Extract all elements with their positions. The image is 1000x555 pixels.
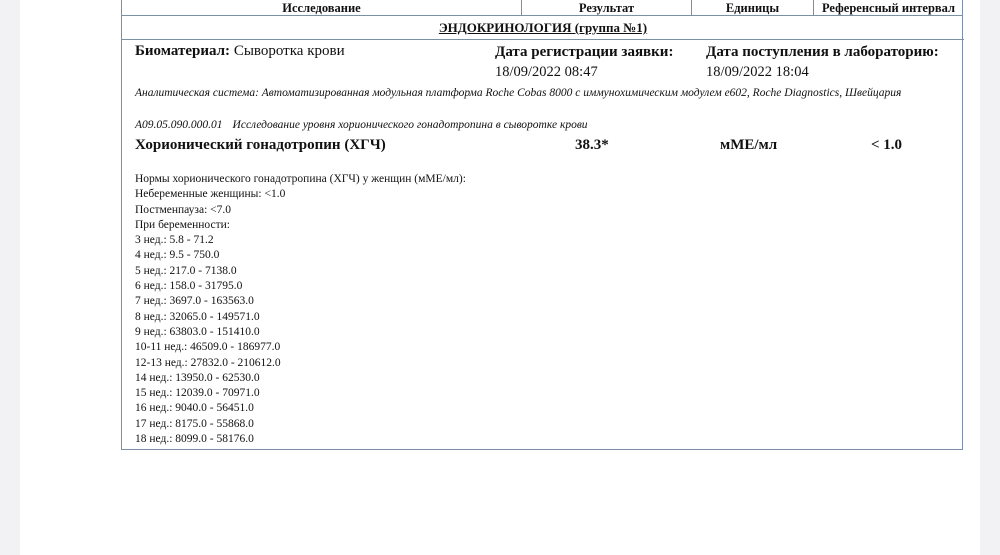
norms-line: 6 нед.: 158.0 - 31795.0 <box>135 280 243 293</box>
arrival-date-label: Дата поступления в лабораторию: <box>706 44 939 60</box>
registration-date-label: Дата регистрации заявки: <box>495 44 674 60</box>
test-code-name: Исследование уровня хорионического гонадотропина в сыворотке крови <box>232 119 588 131</box>
column-header-units: Единицы <box>692 0 814 16</box>
section-title: ЭНДОКРИНОЛОГИЯ (группа №1) <box>438 20 648 35</box>
norms-line: 5 нед.: 217.0 - 7138.0 <box>135 264 237 277</box>
biomaterial <box>135 43 345 60</box>
norms-line: 15 нед.: 12039.0 - 70971.0 <box>135 387 260 400</box>
biomaterial-label: Биоматериал: <box>135 43 231 59</box>
norms-line: Небеременные женщины: <1.0 <box>135 188 286 201</box>
norms-line: 3 нед.: 5.8 - 71.2 <box>135 234 214 247</box>
column-header-result: Результат <box>522 0 692 16</box>
registration-date-value: 18/09/2022 08:47 <box>495 64 598 80</box>
norms-line: 10-11 нед.: 46509.0 - 186977.0 <box>135 341 281 354</box>
reference-norms-list <box>135 172 466 447</box>
norms-line: 7 нед.: 3697.0 - 163563.0 <box>135 295 254 308</box>
norms-line: 14 нед.: 13950.0 - 62530.0 <box>135 371 260 384</box>
test-code: A09.05.090.000.01 <box>135 119 223 131</box>
biomaterial-value: Сыворотка крови <box>233 43 345 59</box>
column-header-reference: Референсный интервал <box>814 0 963 16</box>
norms-line: 9 нед.: 63803.0 - 151410.0 <box>135 325 260 338</box>
norms-line: 4 нед.: 9.5 - 750.0 <box>135 249 220 262</box>
section-divider <box>122 39 964 40</box>
lab-report-table <box>121 0 963 450</box>
result-test-name: Хорионический гонадотропин (ХГЧ) <box>135 137 386 153</box>
norms-line: 12-13 нед.: 27832.0 - 210612.0 <box>135 356 281 369</box>
column-header-test: Исследование <box>122 0 522 16</box>
norms-line: Нормы хорионического гонадотропина (ХГЧ) у женщин (мМЕ/мл): <box>135 173 466 185</box>
result-units: мМЕ/мл <box>720 137 778 153</box>
analyzer-info: Аналитическая система: Автоматизированная модульная платформа Roche Cobas 8000 с иммунохимическим модулем e602, Roche Diagnostics, Швейцария <box>135 87 902 99</box>
arrival-date-value: 18/09/2022 18:04 <box>706 64 809 80</box>
norms-line: 16 нед.: 9040.0 - 56451.0 <box>135 402 254 415</box>
norms-line: 18 нед.: 8099.0 - 58176.0 <box>135 433 254 446</box>
result-value: 38.3* <box>575 137 609 153</box>
norms-line: 17 нед.: 8175.0 - 55868.0 <box>135 417 254 430</box>
test-code-line <box>135 119 588 131</box>
norms-line: 8 нед.: 32065.0 - 149571.0 <box>135 310 260 323</box>
norms-line: При беременности: <box>135 218 230 231</box>
document-page <box>20 0 980 555</box>
result-reference: < 1.0 <box>871 137 903 153</box>
norms-line: Постменпауза: <7.0 <box>135 203 232 216</box>
